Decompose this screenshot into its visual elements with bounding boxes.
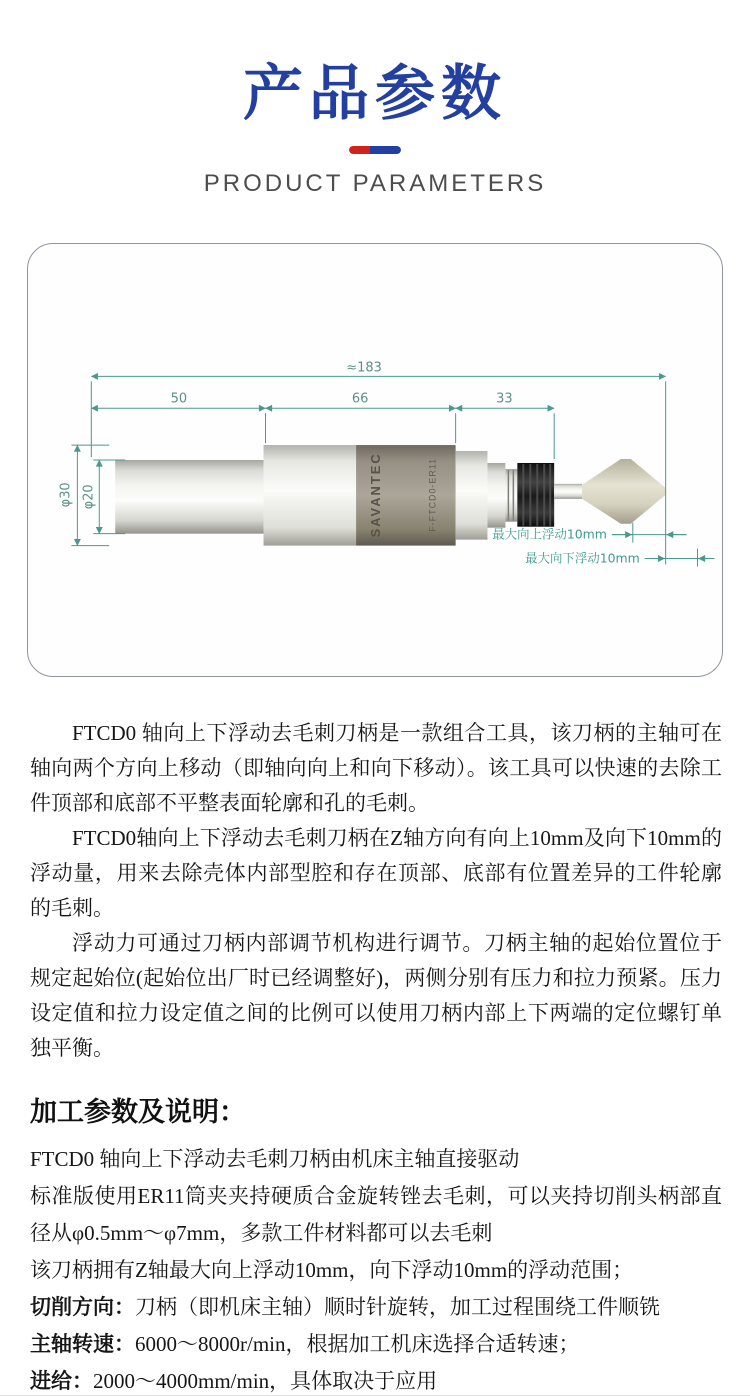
dim-seg2: 66	[351, 391, 369, 407]
spec-text: FTCD0 轴向上下浮动去毛刺刀柄由机床主轴直接驱动	[30, 1147, 520, 1171]
neck-section	[487, 463, 505, 528]
grooved-stub	[505, 469, 517, 522]
spec-label: 主轴转速：	[30, 1332, 135, 1356]
technical-drawing	[28, 244, 722, 676]
brand-label: SAVANTEC	[367, 452, 383, 538]
spec-line-spindle-speed	[30, 1326, 722, 1363]
dim-dia-body: φ30	[58, 482, 74, 508]
spec-text: 该刀柄拥有Z轴最大向上浮动10mm，向下浮动10mm的浮动范围；	[30, 1258, 634, 1282]
spec-label: 进给：	[30, 1369, 93, 1393]
dim-seg1: 50	[170, 391, 188, 407]
dim-seg3: 33	[496, 391, 513, 407]
title-divider	[349, 146, 401, 154]
spec-line-collet	[30, 1178, 722, 1252]
description-copy	[30, 716, 722, 1397]
paragraph-1: FTCD0 轴向上下浮动去毛刺刀柄是一款组合工具，该刀柄的主轴可在轴向两个方向上移动（即轴向向上和向下移动）。该工具可以快速的去除工件顶部和底部不平整表面轮廓和孔的毛刺。	[30, 721, 722, 815]
body-front-section	[264, 445, 357, 546]
spec-text: 2000～4000mm/min，具体取决于应用	[93, 1369, 438, 1393]
countersink-cutter-head	[582, 459, 666, 524]
step-section	[456, 451, 488, 540]
shank-cylinder	[115, 460, 263, 534]
spec-text: 刀柄（即机床主轴）顺时针旋转，加工过程围绕工件顺铣	[135, 1295, 660, 1319]
spec-line-float-range	[30, 1252, 722, 1289]
spec-line-drive	[30, 1141, 722, 1178]
drawing-panel	[27, 243, 723, 677]
page-title: 产品参数	[243, 60, 507, 127]
spec-label: 切削方向：	[30, 1295, 135, 1319]
page-subtitle: PRODUCT PARAMETERS	[203, 170, 547, 197]
paragraph-2: FTCD0轴向上下浮动去毛刺刀柄在Z轴方向有向上10mm及向下10mm的浮动量，用来去除壳体内部型腔和存在顶部、底部有位置差异的工件轮廓的毛刺。	[30, 826, 722, 920]
divider-blue-segment	[370, 146, 401, 154]
model-label: F-FTCD0-ER11	[427, 457, 438, 532]
dim-float-down: 最大向下浮动10mm	[525, 550, 640, 566]
spec-line-feed	[30, 1363, 722, 1397]
spec-text: 标准版使用ER11筒夹夹持硬质合金旋转锉去毛刺，可以夹持切削头柄部直径从φ0.5mm～φ7mm，多款工件材料都可以去毛刺	[30, 1184, 722, 1245]
divider-red-segment	[349, 146, 370, 154]
dim-float-up: 最大向上浮动10mm	[492, 526, 607, 542]
bottom-divider	[0, 1395, 750, 1396]
cutter-shaft	[554, 484, 582, 499]
machining-params-heading: 加工参数及说明：	[30, 1097, 246, 1127]
paragraph-3: 浮动力可通过刀柄内部调节机构进行调节。刀柄主轴的起始位置位于规定起始位(起始位出厂时已经调整好)，两侧分别有压力和拉力预紧。压力设定值和拉力设定值之间的比例可以使用刀柄内部上下两端的定位螺钉单独平衡。	[30, 931, 722, 1060]
header	[0, 0, 750, 198]
dim-dia-shank: φ20	[81, 484, 97, 510]
spec-line-cutting-direction	[30, 1289, 722, 1326]
spec-text: 6000～8000r/min，根据加工机床选择合适转速；	[135, 1332, 580, 1356]
dim-total-length: ≈183	[346, 360, 382, 376]
